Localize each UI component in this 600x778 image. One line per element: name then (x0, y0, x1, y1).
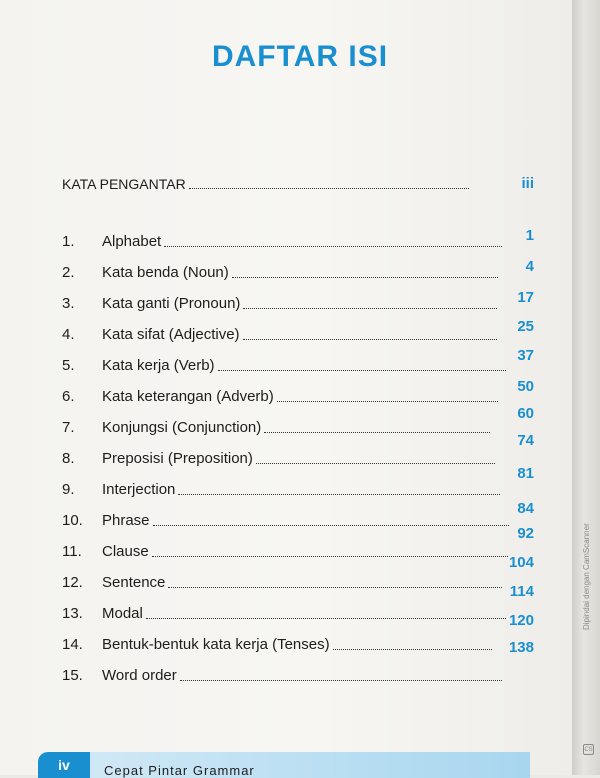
toc-entry-number: 13. (62, 605, 83, 622)
scanner-watermark: Dipindai dengan CamScanner (582, 523, 591, 630)
dot-leader (232, 277, 498, 278)
toc-entry-label: Bentuk-bentuk kata kerja (Tenses) (102, 636, 330, 653)
toc-entry (62, 347, 542, 374)
dot-leader (153, 525, 509, 526)
toc-entry-label: Modal (102, 605, 143, 622)
kata-pengantar-label: KATA PENGANTAR (62, 176, 186, 192)
toc-entry-page: 17 (517, 289, 534, 306)
dot-leader (146, 618, 506, 619)
dot-leader (277, 401, 498, 402)
toc-entry-label: Alphabet (102, 233, 162, 250)
toc-entry (62, 583, 542, 622)
footer-page-number: iv (38, 752, 90, 778)
toc-entry (62, 257, 542, 281)
toc-entry-label-wrap (102, 543, 508, 560)
toc-entry-label: Clause (102, 543, 149, 560)
toc-entry-number: 7. (62, 419, 75, 436)
dot-leader (189, 188, 469, 189)
toc-entry-label: Kata benda (Noun) (102, 264, 229, 281)
toc-entry-page: 50 (517, 378, 534, 395)
toc-entry (62, 432, 542, 467)
dot-leader (164, 246, 502, 247)
toc-entry-number: 12. (62, 574, 83, 591)
kata-pengantar-label-wrap (62, 176, 469, 192)
toc-entry-label-wrap (102, 636, 492, 653)
toc-entry (62, 288, 542, 312)
toc-entry-number: 5. (62, 357, 75, 374)
toc-entry-label: Kata sifat (Adjective) (102, 326, 240, 343)
dot-leader (243, 308, 497, 309)
toc-entry-number: 8. (62, 450, 75, 467)
toc-entry-number: 2. (62, 264, 75, 281)
dot-leader (178, 494, 500, 495)
toc-entry (62, 465, 542, 498)
toc-entry-label-wrap (102, 605, 506, 622)
toc-entry-number: 10. (62, 512, 83, 529)
toc-entry-page: 1 (525, 227, 534, 244)
toc-entry-page: 138 (508, 639, 534, 656)
toc-entry-page: 25 (517, 318, 534, 335)
toc-entry-number: 4. (62, 326, 75, 343)
dot-leader (243, 339, 497, 340)
dot-leader (264, 432, 490, 433)
dot-leader (218, 370, 506, 371)
toc-entry-label-wrap (102, 419, 490, 436)
toc-entry-page: 104 (508, 554, 534, 571)
toc-entry-label-wrap (102, 574, 502, 591)
toc-entry-page: 4 (525, 258, 534, 275)
toc-entry-number: 14. (62, 636, 83, 653)
dot-leader (256, 463, 495, 464)
toc-entry-label-wrap (102, 667, 502, 684)
page-title: DAFTAR ISI (211, 40, 389, 73)
toc-entry-label: Phrase (102, 512, 150, 529)
toc-entry (62, 378, 542, 405)
book-spine (572, 0, 600, 775)
dot-leader (180, 680, 502, 681)
dot-leader (333, 649, 492, 650)
toc-entry-page: 120 (508, 612, 534, 629)
toc-entry-number: 6. (62, 388, 75, 405)
toc-entry-label: Kata ganti (Pronoun) (102, 295, 241, 312)
toc-entry-label-wrap (102, 388, 498, 405)
toc-entry-label-wrap (102, 295, 497, 312)
toc-entry (62, 525, 542, 560)
toc-entry-label-wrap (102, 233, 502, 250)
toc-entry-label-wrap (102, 450, 495, 467)
toc-entry (62, 500, 542, 529)
toc-entry-page: 84 (517, 500, 534, 517)
toc-entry (62, 405, 542, 436)
toc-entry-number: 3. (62, 295, 75, 312)
dot-leader (152, 556, 508, 557)
toc-entry (62, 554, 542, 591)
toc-entry-label-wrap (102, 357, 506, 374)
toc-entry-page: 60 (517, 405, 534, 422)
toc-entry-page: 74 (517, 432, 534, 449)
toc-entry-label: Interjection (102, 481, 176, 498)
toc-entry-label-wrap (102, 326, 497, 343)
toc-entry-label: Sentence (102, 574, 166, 591)
toc-entry-number: 15. (62, 667, 83, 684)
footer-book-title: Cepat Pintar Grammar (104, 763, 255, 778)
kata-pengantar-row (62, 172, 542, 192)
toc-entry (62, 226, 542, 250)
dot-leader (168, 587, 502, 588)
kata-pengantar-page: iii (521, 175, 534, 192)
toc-entry-label: Konjungsi (Conjunction) (102, 419, 262, 436)
toc-entry-label-wrap (102, 481, 500, 498)
toc-entry-label: Word order (102, 667, 177, 684)
toc-entry-label-wrap (102, 512, 509, 529)
toc-entry-label: Kata keterangan (Adverb) (102, 388, 274, 405)
toc-entry-number: 1. (62, 233, 75, 250)
camscanner-icon: CS (583, 744, 594, 755)
toc-entry-page: 114 (509, 583, 534, 600)
toc-entry-label-wrap (102, 264, 498, 281)
toc-entry-label: Kata kerja (Verb) (102, 357, 215, 374)
toc-entry-page: 92 (517, 525, 534, 542)
toc-entry-number: 9. (62, 481, 75, 498)
toc-entry-label: Preposisi (Preposition) (102, 450, 253, 467)
toc-entry-page: 81 (517, 465, 534, 482)
toc-entry (62, 319, 542, 343)
toc-entry-number: 11. (62, 543, 82, 560)
toc-entry-page: 37 (517, 347, 534, 364)
